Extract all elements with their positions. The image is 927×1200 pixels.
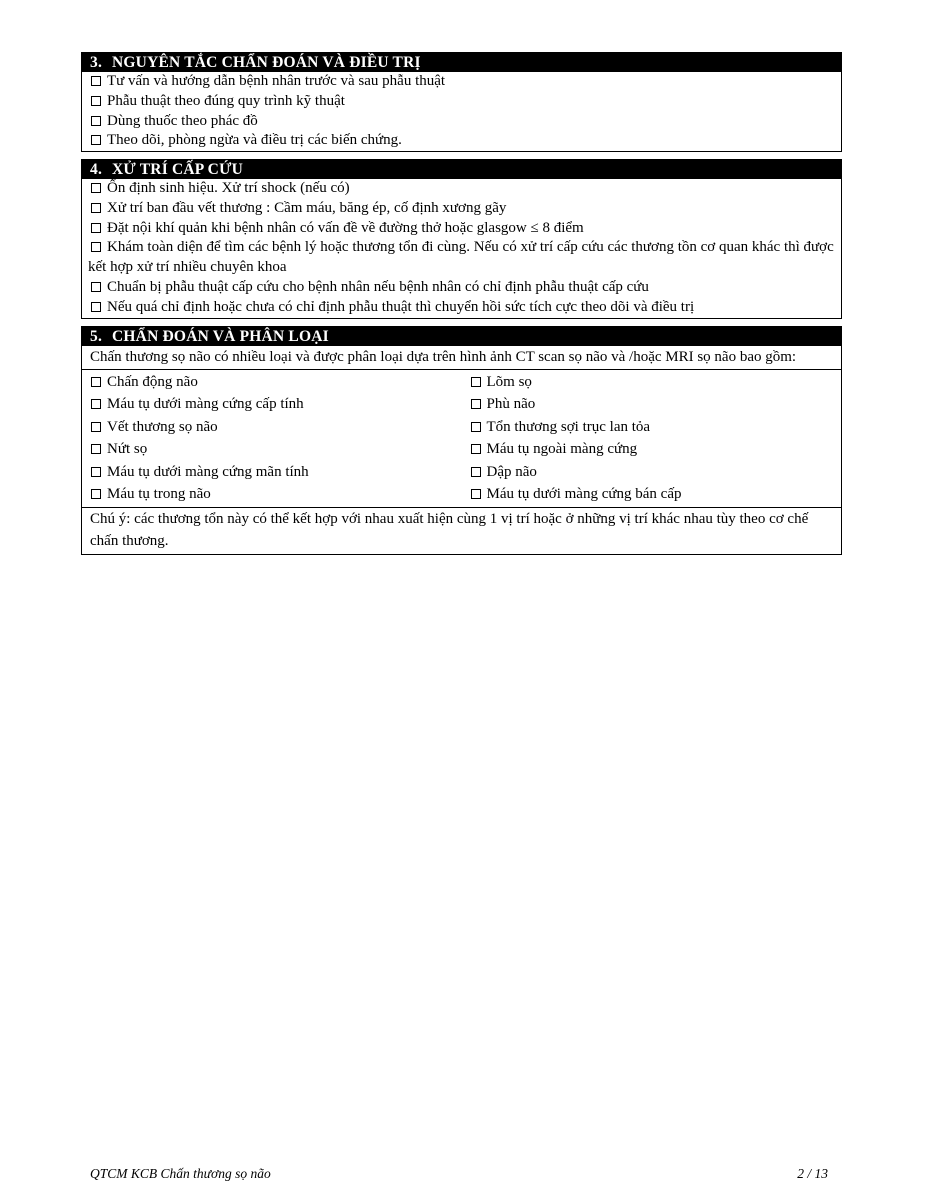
checkbox-icon[interactable] [91, 76, 101, 86]
checkbox-icon[interactable] [91, 135, 101, 145]
item-text: Vết thương sọ não [107, 418, 218, 435]
checklist-item [82, 416, 462, 439]
section-3-title: NGUYÊN TẮC CHẨN ĐOÁN VÀ ĐIỀU TRỊ [112, 54, 421, 71]
item-text: Nứt sọ [107, 441, 148, 457]
checkbox-icon[interactable] [471, 444, 481, 454]
checkbox-icon[interactable] [91, 399, 101, 409]
section-3 [81, 52, 842, 152]
checklist-item [82, 371, 462, 394]
item-text: Dập não [486, 463, 537, 480]
checkbox-icon[interactable] [91, 223, 101, 233]
classification-right-column [462, 371, 842, 506]
classification-intro: Chấn thương sọ não có nhiều loại và được phân loại dựa trên hình ảnh CT scan sọ não và /hoặc MRI sọ não bao gồm: [82, 346, 841, 370]
section-4-header [82, 160, 841, 179]
item-text: Máu tụ dưới màng cứng mãn tính [107, 463, 309, 480]
checklist-item [82, 199, 841, 219]
footer-page-number: 2 / 13 [797, 1166, 828, 1181]
item-text: Đặt nội khí quản khi bệnh nhân có vấn đề về đường thở hoặc glasgow ≤ 8 điểm [107, 219, 584, 236]
item-text: Chấn động não [107, 373, 198, 390]
item-text: Khám toàn diện để tìm các bệnh lý hoặc thương tổn đi cùng. Nếu có xử trí cấp cứu các thương tồn cơ quan khác thì được kết hợp xử trí nhiều chuyên khoa [88, 239, 834, 276]
item-text: Tư vấn và hướng dẫn bệnh nhân trước và sau phẫu thuật [107, 73, 446, 89]
checklist-item [82, 278, 841, 298]
section-4 [81, 159, 842, 319]
checklist-item [82, 219, 841, 239]
section-5-number: 5. [90, 328, 103, 345]
section-5 [81, 326, 842, 555]
checklist-item [462, 416, 842, 439]
item-text: Máu tụ dưới màng cứng cấp tính [107, 396, 304, 412]
checkbox-icon[interactable] [91, 444, 101, 454]
checklist-item [462, 371, 842, 394]
checkbox-icon[interactable] [91, 116, 101, 126]
item-text: Máu tụ ngoài màng cứng [486, 441, 638, 457]
checklist-item [82, 461, 462, 484]
checklist-item [462, 393, 842, 416]
item-text: Phù não [486, 396, 536, 412]
item-text: Nếu quá chỉ định hoặc chưa có chỉ định phẫu thuật thì chuyển hồi sức tích cực theo dõi và điều trị [107, 298, 695, 315]
section-3-number: 3. [90, 54, 103, 71]
checkbox-icon[interactable] [471, 489, 481, 499]
checklist-item [82, 72, 841, 92]
item-text: Phẫu thuật theo đúng quy trình kỹ thuật [107, 92, 345, 109]
section-5-title: CHẨN ĐOÁN VÀ PHÂN LOẠI [112, 328, 329, 345]
checkbox-icon[interactable] [471, 467, 481, 477]
checkbox-icon[interactable] [471, 399, 481, 409]
checkbox-icon[interactable] [91, 489, 101, 499]
section-3-header [82, 53, 841, 72]
checkbox-icon[interactable] [91, 282, 101, 292]
checklist-item [462, 438, 842, 461]
classification-left-column [82, 371, 462, 506]
checkbox-icon[interactable] [91, 377, 101, 387]
checkbox-icon[interactable] [91, 422, 101, 432]
checklist-item [82, 112, 841, 132]
checkbox-icon[interactable] [91, 302, 101, 312]
checkbox-icon[interactable] [91, 242, 101, 252]
checkbox-icon[interactable] [471, 422, 481, 432]
classification-grid [82, 370, 841, 508]
item-text: Ổn định sinh hiệu. Xử trí shock (nếu có) [107, 180, 350, 196]
item-text: Máu tụ dưới màng cứng bán cấp [486, 486, 682, 502]
section-4-number: 4. [90, 161, 103, 178]
checklist-item [82, 179, 841, 199]
section-4-title: XỬ TRÍ CẤP CỨU [112, 161, 243, 178]
checklist-item [462, 483, 842, 506]
checklist-item [462, 461, 842, 484]
footer-document-title: QTCM KCB Chấn thương sọ não [90, 1166, 271, 1181]
item-text: Theo dõi, phòng ngừa và điều trị các biến chứng. [107, 132, 402, 149]
checklist-item [82, 238, 841, 278]
item-text: Chuẩn bị phẫu thuật cấp cứu cho bệnh nhân nếu bệnh nhân có chỉ định phẫu thuật cấp cứu [107, 278, 649, 295]
checklist-item [82, 92, 841, 112]
checklist-item [82, 393, 462, 416]
checkbox-icon[interactable] [91, 467, 101, 477]
item-text: Dùng thuốc theo phác đồ [107, 112, 258, 129]
item-text: Lõm sọ [486, 373, 532, 390]
page-footer [90, 1166, 828, 1182]
checklist-item [82, 483, 462, 506]
checklist-item [82, 438, 462, 461]
item-text: Xử trí ban đầu vết thương : Cầm máu, băng ép, cố định xương gãy [107, 199, 507, 216]
item-text: Máu tụ trong não [107, 486, 211, 502]
checklist-item [82, 131, 841, 151]
checkbox-icon[interactable] [91, 96, 101, 106]
classification-note: Chú ý: các thương tổn này có thể kết hợp với nhau xuất hiện cùng 1 vị trí hoặc ở những vị trí khác nhau tùy theo cơ chế chấn thương. [90, 510, 809, 549]
checkbox-icon[interactable] [91, 183, 101, 193]
checklist-item [82, 298, 841, 318]
section-5-header [82, 327, 841, 346]
item-text: Tổn thương sợi trục lan tỏa [486, 418, 651, 435]
checkbox-icon[interactable] [471, 377, 481, 387]
checkbox-icon[interactable] [91, 203, 101, 213]
